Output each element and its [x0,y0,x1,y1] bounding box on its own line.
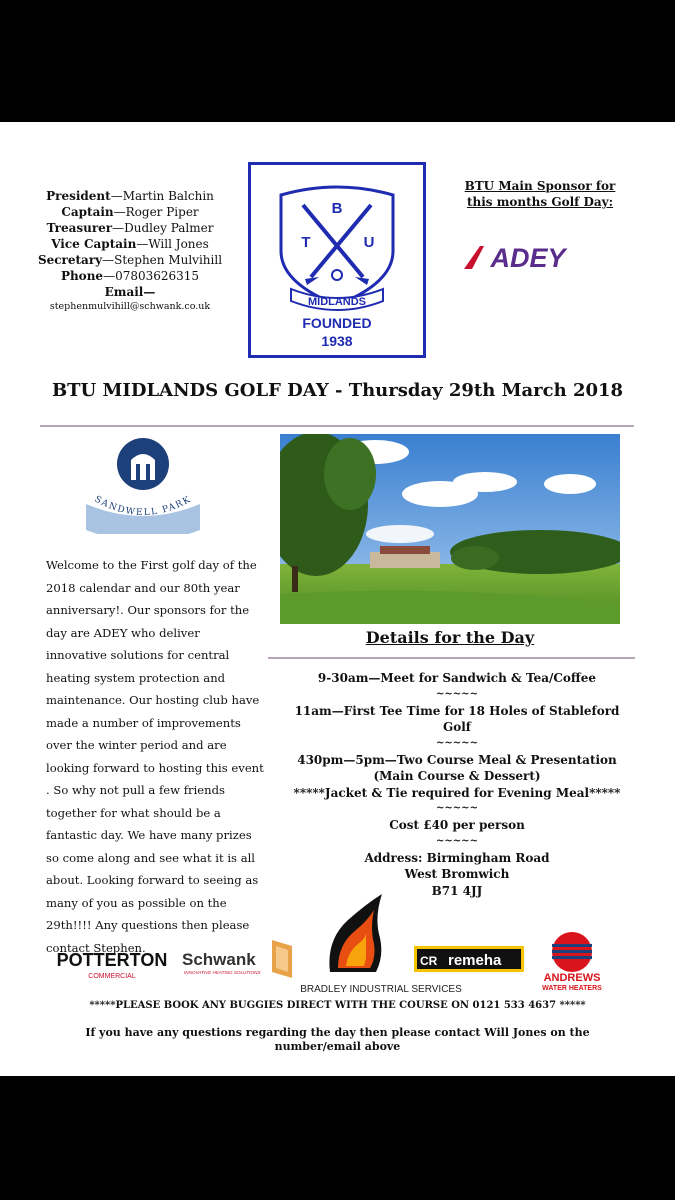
vice-captain-line: Vice Captain—Will Jones [51,237,209,251]
details-divider [268,657,635,659]
remeha-wordmark: remeha [448,952,502,969]
potterton-subtitle: COMMERCIAL [88,973,136,980]
sponsor-heading-line2: this months Golf Day: [466,195,614,209]
cost: Cost £40 per person [389,818,525,832]
schedule-item-arrival: 9-30am—Meet for Sandwich & Tea/Coffee [317,671,597,685]
logo-year: 1938 [321,333,353,349]
welcome-paragraph: Welcome to the First golf day of the 2018 calendar and our 80th year anniversary!. Our sponsors for the day are ADEY who deliver innovative solutions for central heating system protection and maintenance. Our hosting club have made a number of improvements over the winter period and are looking forward to hosting this event . So why not pull a few friends together for what should be a fantastic day. We have many prizes so come along and see what it is all about. Looking forward to seeing as many of you as possible on the 29th!!!! Any questions then please contact Stephen. [46,558,264,955]
officers-list [30,188,230,314]
schedule [282,670,632,899]
logo-banner-text: MIDLANDS [307,296,367,308]
bradley-wordmark: BRADLEY INDUSTRIAL SERVICES [300,984,462,995]
secretary-line: Secretary—Stephen Mulvihill [37,253,223,267]
btu-midlands-logo [248,162,426,358]
treasurer-line: Treasurer—Dudley Palmer [46,221,214,235]
schedule-item-meal: 430pm—5pm—Two Course Meal & Presentation [297,752,617,767]
golf-ball-icon [332,270,342,280]
email-label: Email— [104,285,156,299]
dress-code: *****Jacket & Tie required for Evening Meal***** [293,785,621,800]
phone-line: Phone—07803626315 [60,269,200,283]
potterton-wordmark: POTTERTON [56,950,168,970]
separator: ~~~~~ [436,737,478,749]
captain-line: Captain—Roger Piper [61,205,199,219]
logo-founded: FOUNDED [302,315,372,331]
email-address: stephenmulvihill@schwank.co.uk [49,301,211,312]
logo-letter-t: T [301,234,311,251]
president-line: President—Martin Balchin [46,189,214,203]
bradley-logo [296,894,466,996]
schwank-subtitle: INNOVATIVE HEATING SOLUTIONS [184,970,261,975]
address-line3: B71 4JJ [431,883,483,898]
remeha-logo [414,946,524,972]
logo-letter-u: U [363,234,375,251]
contact-notice: If you have any questions regarding the day then please contact Will Jones on the number/email above [85,1026,590,1053]
logo-letter-b: B [331,200,343,217]
schwank-logo [182,938,302,978]
potterton-logo [48,948,176,982]
remeha-mark: CR [420,954,438,968]
golf-course-photo [280,434,620,624]
adey-logo [462,242,582,272]
building-icon [131,454,155,480]
address-line1: Address: Birmingham Road [364,850,550,865]
headline-divider [40,425,634,427]
address-line2: West Bromwich [404,867,510,881]
details-title: Details for the Day [365,628,535,647]
schedule-item-meal-detail: (Main Course & Dessert) [373,769,541,783]
sandwell-park-text: SANDWELL PARK [92,494,194,519]
separator: ~~~~~ [436,835,478,847]
flyer-page [0,122,675,1076]
event-headline: BTU MIDLANDS GOLF DAY - Thursday 29th March 2018 [51,380,624,401]
adey-wordmark: ADEY [490,243,566,272]
schwank-wordmark: Schwank [182,950,256,969]
andrews-logo [536,930,608,992]
separator: ~~~~~ [436,803,478,814]
schedule-item-tee-time: 11am—First Tee Time for 18 Holes of Stableford Golf [294,703,620,734]
sponsor-heading-line1: BTU Main Sponsor for [464,179,616,193]
main-sponsor-heading [440,178,640,210]
andrews-wordmark: ANDREWS [543,972,601,984]
sandwell-park-logo [84,432,202,534]
buggies-notice: *****PLEASE BOOK ANY BUGGIES DIRECT WITH THE COURSE ON 0121 533 4637 ***** [89,1000,586,1011]
separator: ~~~~~ [436,688,478,700]
andrews-subtitle: WATER HEATERS [542,985,602,992]
